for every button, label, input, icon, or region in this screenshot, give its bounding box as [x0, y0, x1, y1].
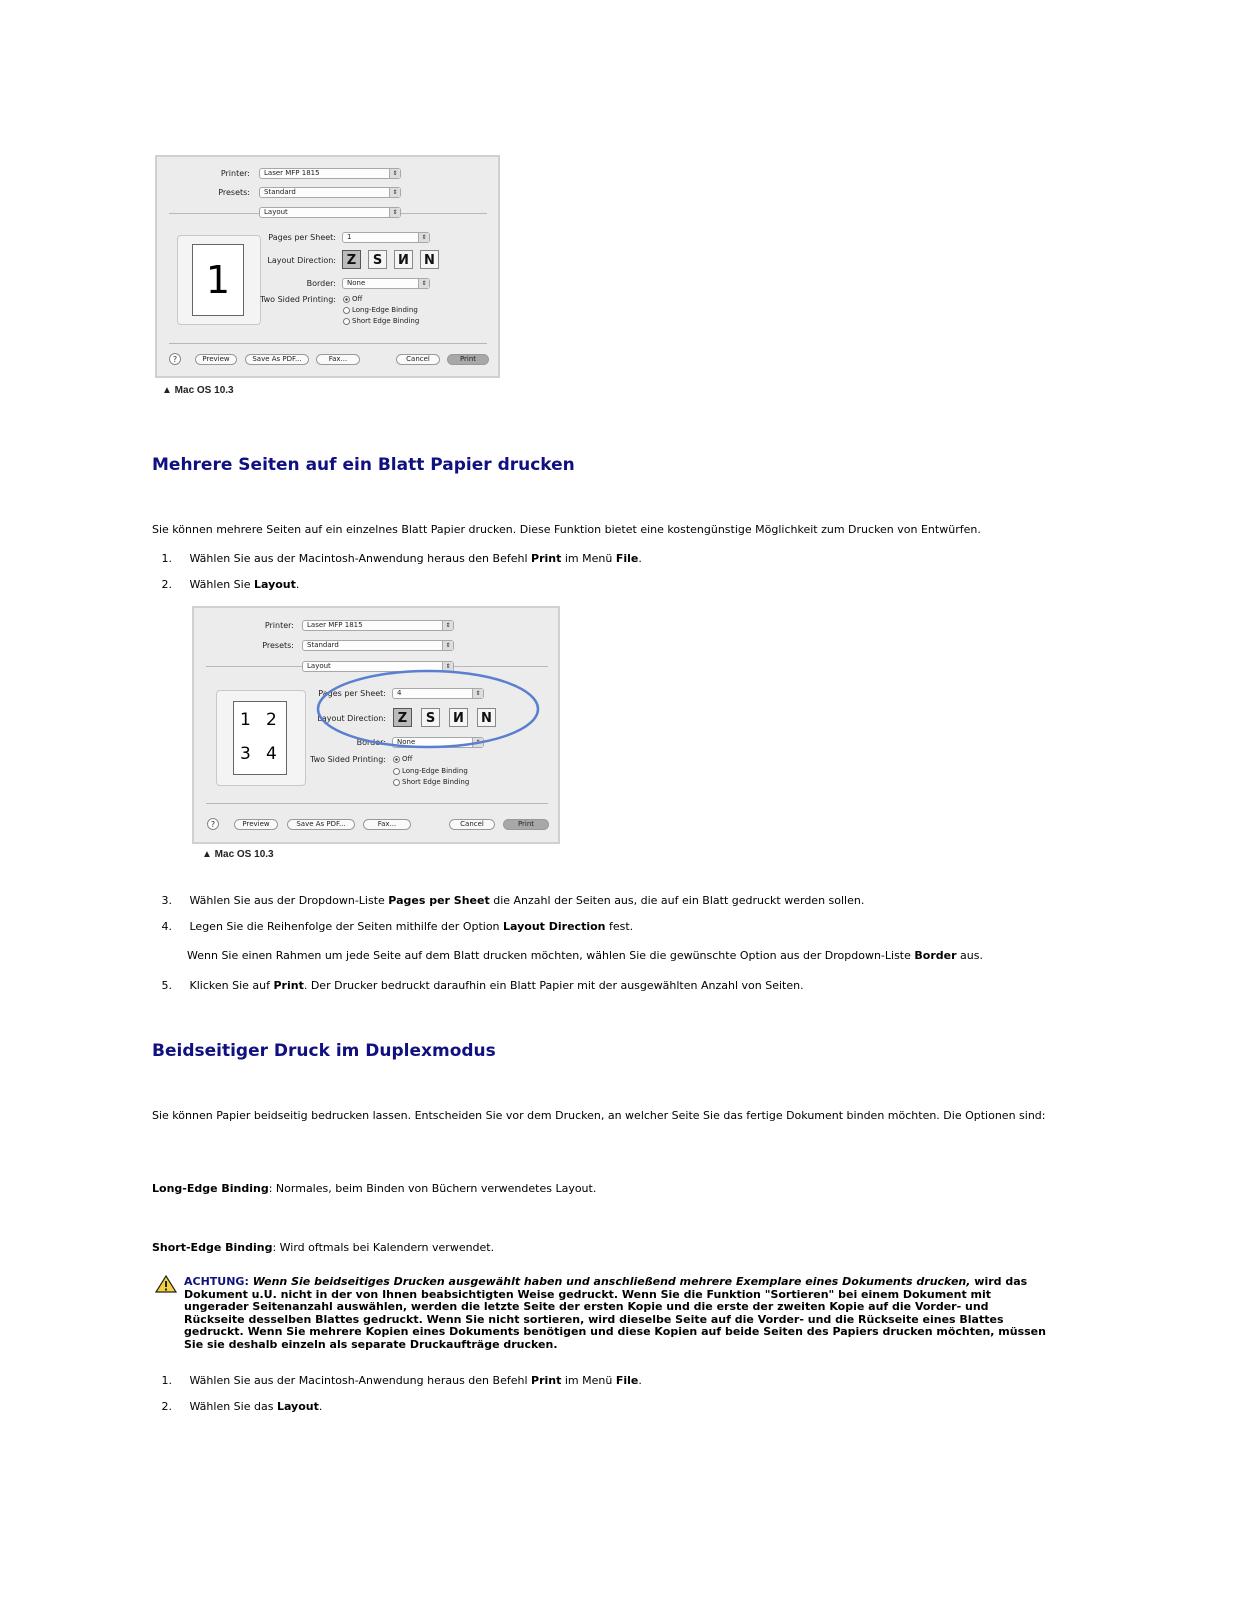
step-text: . [638, 1374, 642, 1387]
layout-direction-n-icon[interactable]: N [477, 708, 496, 727]
sheet-page-number: 2 [266, 710, 277, 730]
fax-button[interactable]: Fax... [363, 819, 411, 830]
radio-selected-icon [393, 756, 400, 763]
figure-caption: ▲ Mac OS 10.3 [162, 385, 234, 396]
printer-label: Printer: [220, 169, 250, 178]
definition-term: Short-Edge Binding [152, 1241, 273, 1254]
list-number: 4. [161, 920, 172, 933]
step-note [187, 949, 1087, 962]
save-as-pdf-button[interactable]: Save As PDF... [245, 354, 309, 365]
radio-icon [393, 779, 400, 786]
presets-select-value: Standard [264, 188, 296, 196]
step-text: im Menü [561, 1374, 616, 1387]
radio-off-label: Off [352, 295, 363, 303]
radio-selected-icon [343, 296, 350, 303]
step-text: im Menü [561, 552, 616, 565]
pages-per-sheet-select[interactable] [342, 232, 430, 243]
layout-direction-s-icon[interactable]: S [421, 708, 440, 727]
preview-button[interactable]: Preview [234, 819, 278, 830]
section-heading: Mehrere Seiten auf ein Blatt Papier drucken [152, 455, 575, 475]
presets-select-value: Standard [307, 641, 339, 649]
step-text: Legen Sie die Reihenfolge der Seiten mithilfe der Option [189, 920, 504, 933]
radio-short-edge-label: Short Edge Binding [402, 778, 470, 786]
warning-label: ACHTUNG: [184, 1275, 249, 1288]
warning-triangle-icon [155, 1275, 177, 1293]
radio-off[interactable] [343, 295, 362, 303]
preview-sheet [233, 701, 287, 775]
step-text: die Anzahl der Seiten aus, die auf ein Blatt gedruckt werden sollen. [489, 894, 865, 907]
printer-select-value: Laser MFP 1815 [307, 621, 363, 629]
divider [206, 803, 548, 804]
step-bold: Border [914, 949, 957, 962]
definition-short-edge [152, 1241, 1052, 1254]
radio-icon [393, 768, 400, 775]
radio-off-label: Off [402, 755, 413, 763]
border-select[interactable] [392, 737, 484, 748]
radio-long-edge[interactable] [393, 767, 468, 775]
cancel-button[interactable]: Cancel [396, 354, 440, 365]
pages-per-sheet-label: Pages per Sheet: [318, 689, 386, 698]
select-arrows-icon: ⇕ [389, 169, 400, 178]
select-arrows-icon: ⇕ [418, 233, 429, 242]
list-number: 2. [161, 578, 172, 591]
sheet-page-number: 3 [240, 744, 251, 764]
preview-button[interactable]: Preview [195, 354, 237, 365]
list-item [152, 578, 1052, 591]
border-select[interactable] [342, 278, 430, 289]
pages-per-sheet-value: 1 [347, 233, 352, 241]
step-text: Wählen Sie das [189, 1400, 277, 1413]
presets-label: Presets: [262, 641, 294, 650]
list-number: 1. [161, 1374, 172, 1387]
radio-long-edge[interactable] [343, 306, 418, 314]
presets-select[interactable] [259, 187, 401, 198]
print-button[interactable]: Print [503, 819, 549, 830]
select-arrows-icon: ⇕ [389, 188, 400, 197]
step-text: Wählen Sie [189, 578, 254, 591]
step-text: fest. [605, 920, 634, 933]
cancel-button[interactable]: Cancel [449, 819, 495, 830]
radio-icon [343, 307, 350, 314]
layout-preview [177, 235, 261, 325]
printer-select-value: Laser MFP 1815 [264, 169, 320, 177]
radio-short-edge-label: Short Edge Binding [352, 317, 420, 325]
help-button[interactable]: ? [169, 353, 181, 365]
step-bold: Pages per Sheet [388, 894, 490, 907]
warning-text [184, 1276, 1052, 1352]
pages-per-sheet-value: 4 [397, 689, 402, 697]
pages-per-sheet-select[interactable] [392, 688, 484, 699]
select-arrows-icon: ⇕ [472, 689, 483, 698]
step-bold: Print [531, 552, 562, 565]
border-label: Border: [306, 279, 336, 288]
border-select-value: None [347, 279, 366, 287]
select-arrows-icon: ⇕ [472, 738, 483, 747]
preview-sheet [192, 244, 244, 316]
pages-per-sheet-label: Pages per Sheet: [268, 233, 336, 242]
list-item [152, 1374, 1052, 1387]
list-number: 2. [161, 1400, 172, 1413]
border-label: Border: [356, 738, 386, 747]
section-heading: Beidseitiger Druck im Duplexmodus [152, 1041, 496, 1061]
definition-term: Long-Edge Binding [152, 1182, 269, 1195]
figure-caption: ▲ Mac OS 10.3 [202, 849, 274, 860]
layout-direction-z-icon[interactable]: Z [393, 708, 412, 727]
step-text: . [295, 578, 300, 591]
step-text: aus. [956, 949, 983, 962]
print-dialog-figure-1 [155, 155, 500, 378]
layout-direction-label: Layout Direction: [267, 256, 336, 265]
step-text: . [638, 552, 642, 565]
step-text: Wählen Sie aus der Macintosh-Anwendung heraus den Befehl [189, 552, 532, 565]
select-arrows-icon: ⇕ [418, 279, 429, 288]
intro-paragraph: Sie können Papier beidseitig bedrucken lassen. Entscheiden Sie vor dem Drucken, an welcher Seite Sie das fertige Dokument binden möchten. Die Optionen sind: [152, 1109, 1046, 1122]
step-text: Klicken Sie auf [189, 979, 274, 992]
fax-button[interactable]: Fax... [316, 354, 360, 365]
printer-select[interactable] [259, 168, 401, 179]
step-bold: Layout Direction [503, 920, 606, 933]
step-text: Wählen Sie aus der Macintosh-Anwendung heraus den Befehl [189, 1374, 532, 1387]
save-as-pdf-button[interactable]: Save As PDF... [287, 819, 355, 830]
layout-direction-s-icon[interactable]: S [368, 250, 387, 269]
layout-direction-n-icon[interactable]: N [420, 250, 439, 269]
sheet-page-number: 1 [240, 710, 251, 730]
list-item [152, 552, 1052, 565]
print-dialog-figure-2 [192, 606, 560, 844]
radio-long-edge-label: Long-Edge Binding [352, 306, 418, 314]
definition-long-edge [152, 1182, 1052, 1195]
panel-select-value: Layout [264, 208, 288, 216]
step-bold: File [615, 1374, 639, 1387]
select-arrows-icon: ⇕ [389, 208, 400, 217]
list-item [152, 1400, 1052, 1413]
step-text: Wenn Sie einen Rahmen um jede Seite auf dem Blatt drucken möchten, wählen Sie die gewünschte Option aus der Dropdown-Liste [187, 949, 915, 962]
printer-label: Printer: [264, 621, 294, 630]
radio-short-edge[interactable] [393, 778, 469, 786]
step-text: . Der Drucker bedruckt daraufhin ein Blatt Papier mit der ausgewählten Anzahl von Seiten. [303, 979, 804, 992]
list-item [152, 979, 1102, 992]
step-text: . [318, 1400, 323, 1413]
step-bold: Print [273, 979, 304, 992]
select-arrows-icon: ⇕ [442, 621, 453, 630]
panel-select[interactable] [302, 661, 454, 672]
two-sided-label: Two Sided Printing: [260, 295, 336, 304]
definition-text: : Normales, beim Binden von Büchern verwendetes Layout. [268, 1182, 597, 1195]
list-number: 1. [161, 552, 172, 565]
step-bold: File [615, 552, 639, 565]
list-number: 3. [161, 894, 172, 907]
radio-icon [343, 318, 350, 325]
sheet-page-number: 4 [266, 744, 277, 764]
layout-direction-z-icon[interactable]: Z [342, 250, 361, 269]
layout-direction-label: Layout Direction: [317, 714, 386, 723]
two-sided-label: Two Sided Printing: [310, 755, 386, 764]
step-bold: Layout [276, 1400, 319, 1413]
list-number: 5. [161, 979, 172, 992]
radio-long-edge-label: Long-Edge Binding [402, 767, 468, 775]
step-bold: Print [531, 1374, 562, 1387]
radio-off[interactable] [393, 755, 412, 763]
layout-preview [216, 690, 306, 786]
warning-italic: Wenn Sie beidseitiges Drucken ausgewählt haben und anschließend mehrere Exemplare eines Dokuments drucken, [248, 1275, 971, 1288]
presets-select[interactable] [302, 640, 454, 651]
sheet-page-number: 1 [205, 258, 231, 302]
warning-rest: wird das Dokument u.U. nicht in der von Ihnen beabsichtigten Weise gedruckt. Wenn Sie die Funktion "Sortieren" bei einem Dokument mit ungerader Seitenanzahl auswählen, werden die letzte Seite der ersten Kopie und die erste der zweiten Kopie auf die Vorder- und Rückseite desselben Blattes gedruckt. Wenn Sie nicht sortieren, wird dieselbe Seite auf die Vorder- und die Rückseite eines Blattes gedruckt. Wenn Sie mehrere Kopien eines Dokuments benötigen und diese Kopien auf beide Seiten des Papiers drucken möchten, müssen Sie sie deshalb einzeln als separate Druckaufträge drucken. [184, 1275, 1046, 1351]
definition-text: : Wird oftmals bei Kalendern verwendet. [272, 1241, 495, 1254]
select-arrows-icon: ⇕ [442, 641, 453, 650]
presets-label: Presets: [218, 188, 250, 197]
list-item [152, 920, 1102, 933]
list-item [152, 894, 1102, 907]
panel-select-value: Layout [307, 662, 331, 670]
layout-direction-n-reverse-icon[interactable]: И [394, 250, 413, 269]
select-arrows-icon: ⇕ [442, 662, 453, 671]
panel-select[interactable] [259, 207, 401, 218]
step-text: Wählen Sie aus der Dropdown-Liste [189, 894, 389, 907]
radio-short-edge[interactable] [343, 317, 419, 325]
print-button[interactable]: Print [447, 354, 489, 365]
step-bold: Layout [253, 578, 296, 591]
printer-select[interactable] [302, 620, 454, 631]
help-button[interactable]: ? [207, 818, 219, 830]
border-select-value: None [397, 738, 416, 746]
intro-paragraph: Sie können mehrere Seiten auf ein einzelnes Blatt Papier drucken. Diese Funktion bietet eine kostengünstige Möglichkeit zum Drucken von Entwürfen. [152, 523, 981, 536]
divider [169, 343, 487, 344]
layout-direction-n-reverse-icon[interactable]: И [449, 708, 468, 727]
